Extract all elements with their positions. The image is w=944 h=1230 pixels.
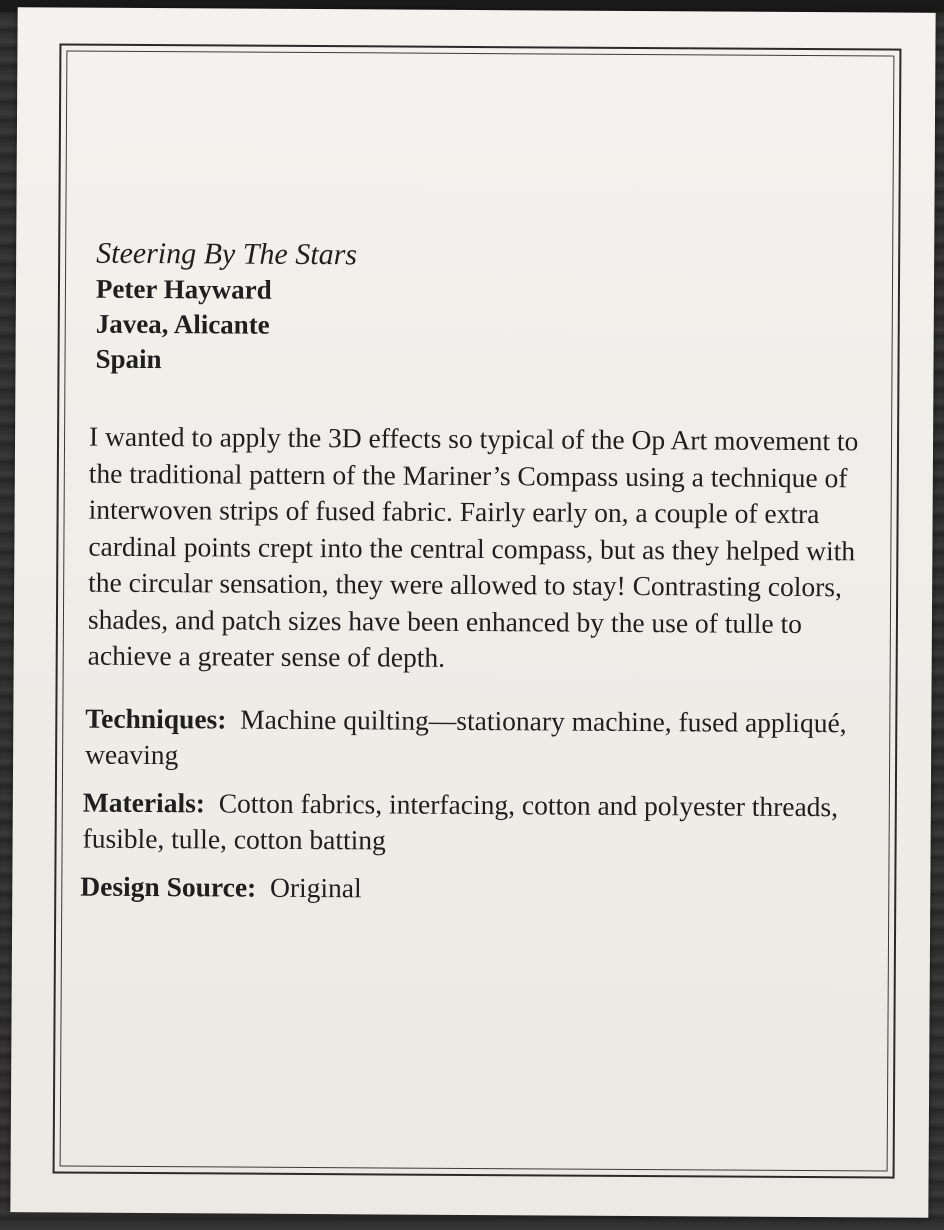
artwork-info-card <box>10 7 935 1218</box>
materials-label: Materials: <box>82 786 206 818</box>
artist-city: Javea, Alicante <box>95 308 270 340</box>
artwork-title: Steering By The Stars <box>96 236 358 272</box>
card-content <box>80 236 866 909</box>
artist-name: Peter Hayward <box>95 273 272 305</box>
techniques-field <box>85 700 863 777</box>
materials-value: Cotton fabrics, interfacing, cotton and polyester threads, fusible, tulle, cotton batting <box>82 786 839 855</box>
design-source-field <box>80 868 862 909</box>
design-source-value: Original <box>269 871 362 903</box>
artist-statement: I wanted to apply the 3D effects so typical of the Op Art movement to the traditional pattern of the Mariner’s Compass using a technique of interwoven strips of fused fabric. Fairly early on, a couple of extra cardinal points crept into the central compass, but as they helped with the circular sensation, they were allowed to stay! Contrasting colors, shades, and patch sizes have been enhanced by the use of tulle to achieve a greater sense of depth. <box>87 420 859 673</box>
techniques-label: Techniques: <box>85 702 227 734</box>
card-border <box>53 43 902 1178</box>
techniques-value: Machine quilting—stationary machine, fused appliqué, weaving <box>85 703 847 770</box>
artist-country: Spain <box>95 343 162 375</box>
design-source-label: Design Source: <box>80 870 257 903</box>
materials-field <box>83 784 863 861</box>
